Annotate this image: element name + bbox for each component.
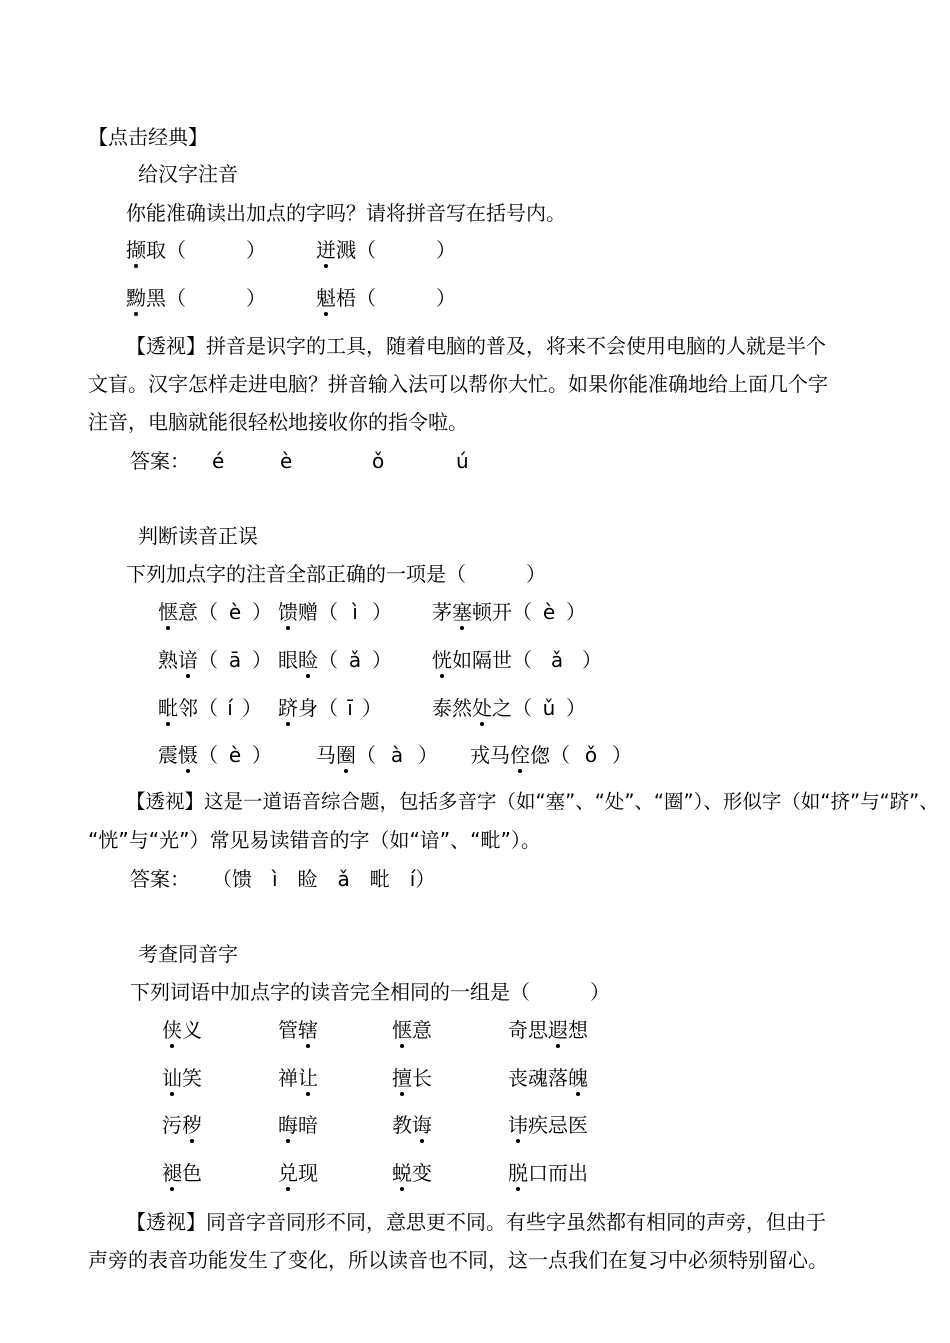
dotted-char: 蜕 <box>392 1161 412 1185</box>
dotted-char: 跻 <box>278 696 298 720</box>
dotted-char: 擅 <box>392 1066 412 1090</box>
explanation-tag: 【透视】 <box>126 334 206 358</box>
pinyin: í <box>227 696 233 720</box>
option-item: 马圈（ à ） <box>316 743 438 767</box>
word-item: 擅长 <box>392 1066 432 1090</box>
dotted-char: 迸 <box>316 238 336 262</box>
option-item: 熟谙（ ā ） <box>158 648 272 672</box>
explanation-line: 文盲。汉字怎样走进电脑？拼音输入法可以帮你大忙。如果你能准确地给上面几个字 <box>88 372 828 396</box>
dotted-char: 脱 <box>508 1161 528 1185</box>
dotted-char: 让 <box>298 1066 318 1090</box>
dotted-char: 睑 <box>298 648 318 672</box>
dotted-char: 讪 <box>162 1066 182 1090</box>
word-item: 讪笑 <box>162 1066 202 1090</box>
dotted-char: 侠 <box>162 1018 182 1042</box>
pinyin: è <box>228 743 242 767</box>
option-item: 恍如隔世（ ǎ ） <box>432 648 602 672</box>
section-title: 考查同音字 <box>138 942 238 966</box>
word-item: 魁梧（ ） <box>316 286 456 310</box>
section-title: 判断读音正误 <box>138 524 258 548</box>
word-item: 教诲 <box>392 1113 432 1137</box>
dotted-char: 褪 <box>162 1161 182 1185</box>
answer-pinyin: è <box>280 449 293 473</box>
word-item: 奇思遐想 <box>508 1018 588 1042</box>
word-item: 污秽 <box>162 1113 202 1137</box>
pinyin: è <box>228 600 242 624</box>
word-item: 禅让 <box>278 1066 318 1090</box>
dotted-char: 惬 <box>158 600 178 624</box>
word-item: 迸溅（ ） <box>316 238 456 262</box>
option-item: 眼睑（ ǎ ） <box>278 648 392 672</box>
option-item: 毗邻（ í ） <box>158 696 262 720</box>
section-header: 【点击经典】 <box>88 125 208 149</box>
question-text: 下列加点字的注音全部正确的一项是（ ） <box>126 562 546 586</box>
dotted-char: 魄 <box>568 1066 588 1090</box>
dotted-char: 恍 <box>432 648 452 672</box>
explanation-line: 【透视】同音字音同形不同，意思更不同。有些字虽然都有相同的声旁，但由于 <box>126 1210 826 1234</box>
dotted-char: 辖 <box>298 1018 318 1042</box>
explanation-line: “恍”与“光”）常见易读错音的字（如“谙”、“毗”）。 <box>88 828 541 852</box>
option-item: 惬意（ è ） <box>158 600 272 624</box>
pinyin: ì <box>352 600 358 624</box>
dotted-char: 兑 <box>278 1161 298 1185</box>
word-item: 蜕变 <box>392 1161 432 1185</box>
explanation-line: 【透视】这是一道语音综合题，包括多音字（如“塞”、“处”、“圈”）、形似字（如“挤”与“跻”、 <box>126 790 939 813</box>
explanation-line: 注音，电脑就能很轻松地接收你的指令啦。 <box>88 410 468 434</box>
answer-text: （馈 ì 睑 ǎ 毗 í） <box>212 867 436 891</box>
word-item: 管辖 <box>278 1018 318 1042</box>
pinyin: è <box>542 600 556 624</box>
option-item: 馈赠（ ì ） <box>278 600 392 624</box>
dotted-char: 圈 <box>336 743 356 767</box>
answer-pinyin: ú <box>456 449 469 473</box>
word-item: 撷取（ ） <box>126 238 266 262</box>
answer-pinyin: ǒ <box>372 449 385 473</box>
dotted-char: 秽 <box>182 1113 202 1137</box>
dotted-char: 黝 <box>126 286 146 310</box>
section-title: 给汉字注音 <box>138 162 238 186</box>
dotted-char: 晦 <box>278 1113 298 1137</box>
answer-label: 答案： <box>130 867 190 891</box>
dotted-char: 遐 <box>548 1018 568 1042</box>
pinyin: à <box>390 743 404 767</box>
option-item: 泰然处之（ ǔ ） <box>432 696 586 720</box>
explanation-line: 声旁的表音功能发生了变化，所以读音也不同，这一点我们在复习中必须特别留心。 <box>88 1248 828 1272</box>
answer-label: 答案： <box>130 449 190 473</box>
word-item: 惬意 <box>392 1018 432 1042</box>
pinyin: ī <box>347 696 353 720</box>
option-item: 茅塞顿开（ è ） <box>432 600 586 624</box>
dotted-char: 讳 <box>508 1113 528 1137</box>
dotted-char: 处 <box>472 696 492 720</box>
pinyin: ǎ <box>550 648 564 672</box>
pinyin: ǔ <box>542 696 556 720</box>
dotted-char: 惬 <box>392 1018 412 1042</box>
word-item: 侠义 <box>162 1018 202 1042</box>
word-item: 丧魂落魄 <box>508 1066 588 1090</box>
pinyin: ā <box>228 648 242 672</box>
option-item: 震慑（ è ） <box>158 743 272 767</box>
word-item: 讳疾忌医 <box>508 1113 588 1137</box>
dotted-char: 撷 <box>126 238 146 262</box>
option-item: 戎马倥偬（ ǒ ） <box>470 743 632 767</box>
explanation-line: 【透视】拼音是识字的工具，随着电脑的普及，将来不会使用电脑的人就是半个 <box>126 334 826 358</box>
word-item: 晦暗 <box>278 1113 318 1137</box>
question-text: 下列词语中加点字的读音完全相同的一组是（ ） <box>130 980 610 1004</box>
option-item: 跻身（ ī ） <box>278 696 382 720</box>
dotted-char: 谙 <box>178 648 198 672</box>
explanation-tag: 【透视】 <box>126 790 205 813</box>
question-text: 你能准确读出加点的字吗？请将拼音写在括号内。 <box>126 201 566 225</box>
pinyin: ǎ <box>348 648 362 672</box>
dotted-char: 馈 <box>278 600 298 624</box>
dotted-char: 倥 <box>510 743 530 767</box>
dotted-char: 魁 <box>316 286 336 310</box>
dotted-char: 毗 <box>158 696 178 720</box>
answer-pinyin: é <box>212 449 225 473</box>
pinyin: ǒ <box>584 743 598 767</box>
word-item: 黝黑（ ） <box>126 286 266 310</box>
explanation-tag: 【透视】 <box>126 1210 206 1234</box>
dotted-char: 慑 <box>178 743 198 767</box>
word-item: 褪色 <box>162 1161 202 1185</box>
dotted-char: 塞 <box>452 600 472 624</box>
word-item: 兑现 <box>278 1161 318 1185</box>
word-item: 脱口而出 <box>508 1161 588 1185</box>
dotted-char: 诲 <box>412 1113 432 1137</box>
